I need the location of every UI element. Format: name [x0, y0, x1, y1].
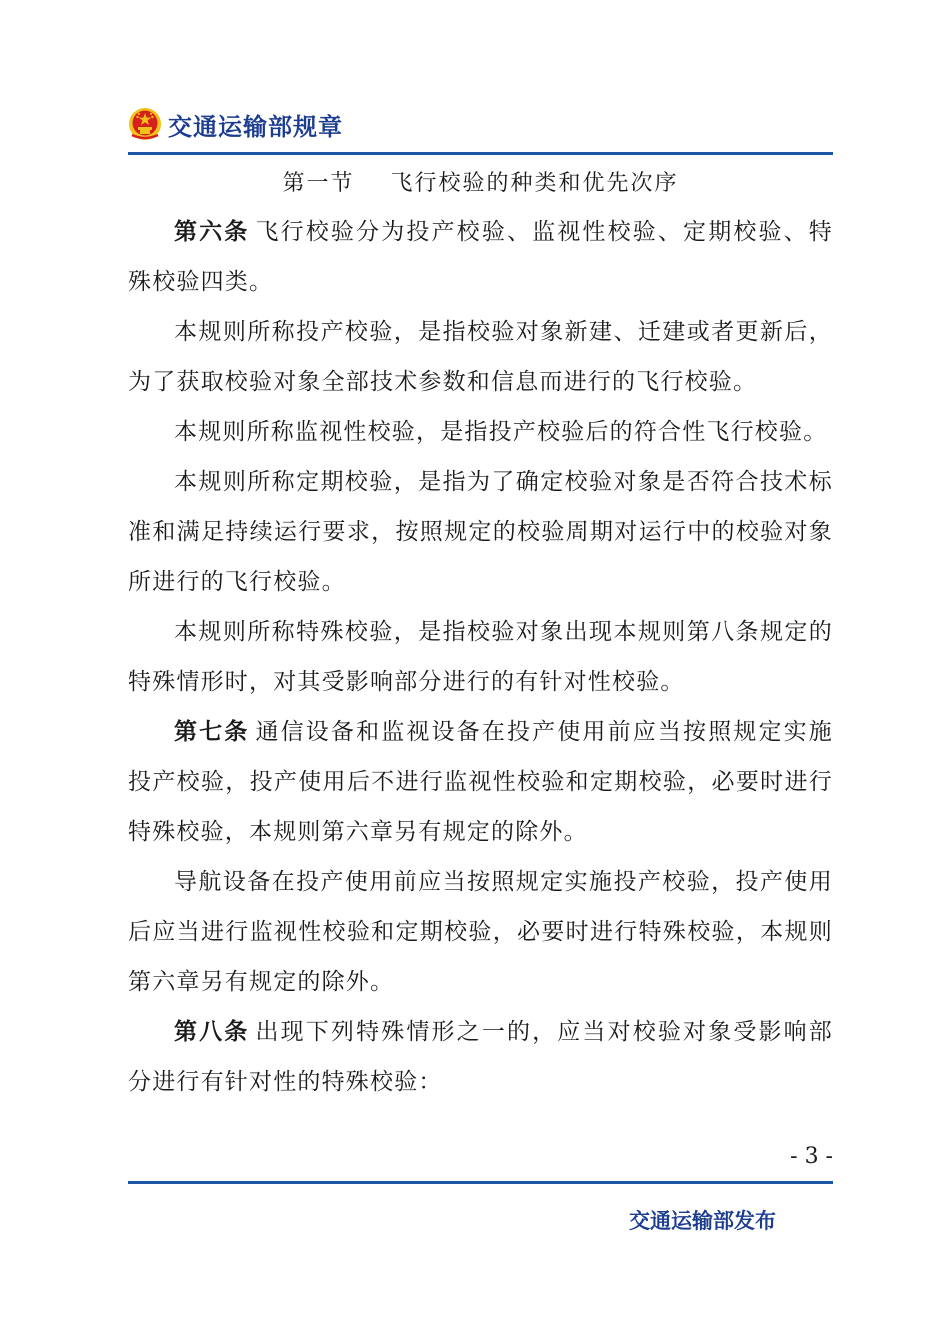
- section-title: 第一节 飞行校验的种类和优先次序: [282, 171, 679, 196]
- paragraph: [128, 457, 833, 607]
- document-header: [128, 100, 343, 148]
- national-emblem-icon: [128, 107, 162, 141]
- paragraph: [128, 857, 833, 1007]
- document-body: [128, 207, 833, 1107]
- header-title: 交通运输部规章: [168, 112, 343, 141]
- article-number: 第六条: [174, 219, 250, 245]
- paragraph: [128, 307, 833, 407]
- article-number: 第八条: [174, 1019, 250, 1045]
- paragraph: [128, 207, 833, 307]
- paragraph-text: 本规则所称特殊校验，是指校验对象出现本规则第八条规定的特殊情形时，对其受影响部分进行的有针对性校验。: [128, 619, 833, 695]
- paragraph: [128, 607, 833, 707]
- paragraph: [128, 1007, 833, 1107]
- paragraph-text: 本规则所称定期校验，是指为了确定校验对象是否符合技术标准和满足持续运行要求，按照规定的校验周期对运行中的校验对象所进行的飞行校验。: [128, 469, 833, 595]
- header-divider: [128, 152, 833, 155]
- paragraph-text: 本规则所称监视性校验，是指投产校验后的符合性飞行校验。: [174, 419, 828, 445]
- paragraph-text: 导航设备在投产使用前应当按照规定实施投产校验，投产使用后应当进行监视性校验和定期校验，必要时进行特殊校验，本规则第六章另有规定的除外。: [128, 869, 833, 995]
- page-number: - 3 -: [790, 1144, 833, 1169]
- footer-divider: [128, 1181, 833, 1184]
- paragraph: [128, 407, 833, 457]
- paragraph-text: 飞行校验分为投产校验、监视性校验、定期校验、特殊校验四类。: [128, 219, 833, 295]
- footer-publisher: 交通运输部发布: [629, 1209, 776, 1233]
- paragraph-text: 本规则所称投产校验，是指校验对象新建、迁建或者更新后，为了获取校验对象全部技术参数和信息而进行的飞行校验。: [128, 319, 833, 395]
- article-number: 第七条: [174, 719, 250, 745]
- paragraph-text: 通信设备和监视设备在投产使用前应当按照规定实施投产校验，投产使用后不进行监视性校验和定期校验，必要时进行特殊校验，本规则第六章另有规定的除外。: [128, 719, 833, 845]
- paragraph: [128, 707, 833, 857]
- paragraph-text: 出现下列特殊情形之一的，应当对校验对象受影响部分进行有针对性的特殊校验：: [128, 1019, 833, 1095]
